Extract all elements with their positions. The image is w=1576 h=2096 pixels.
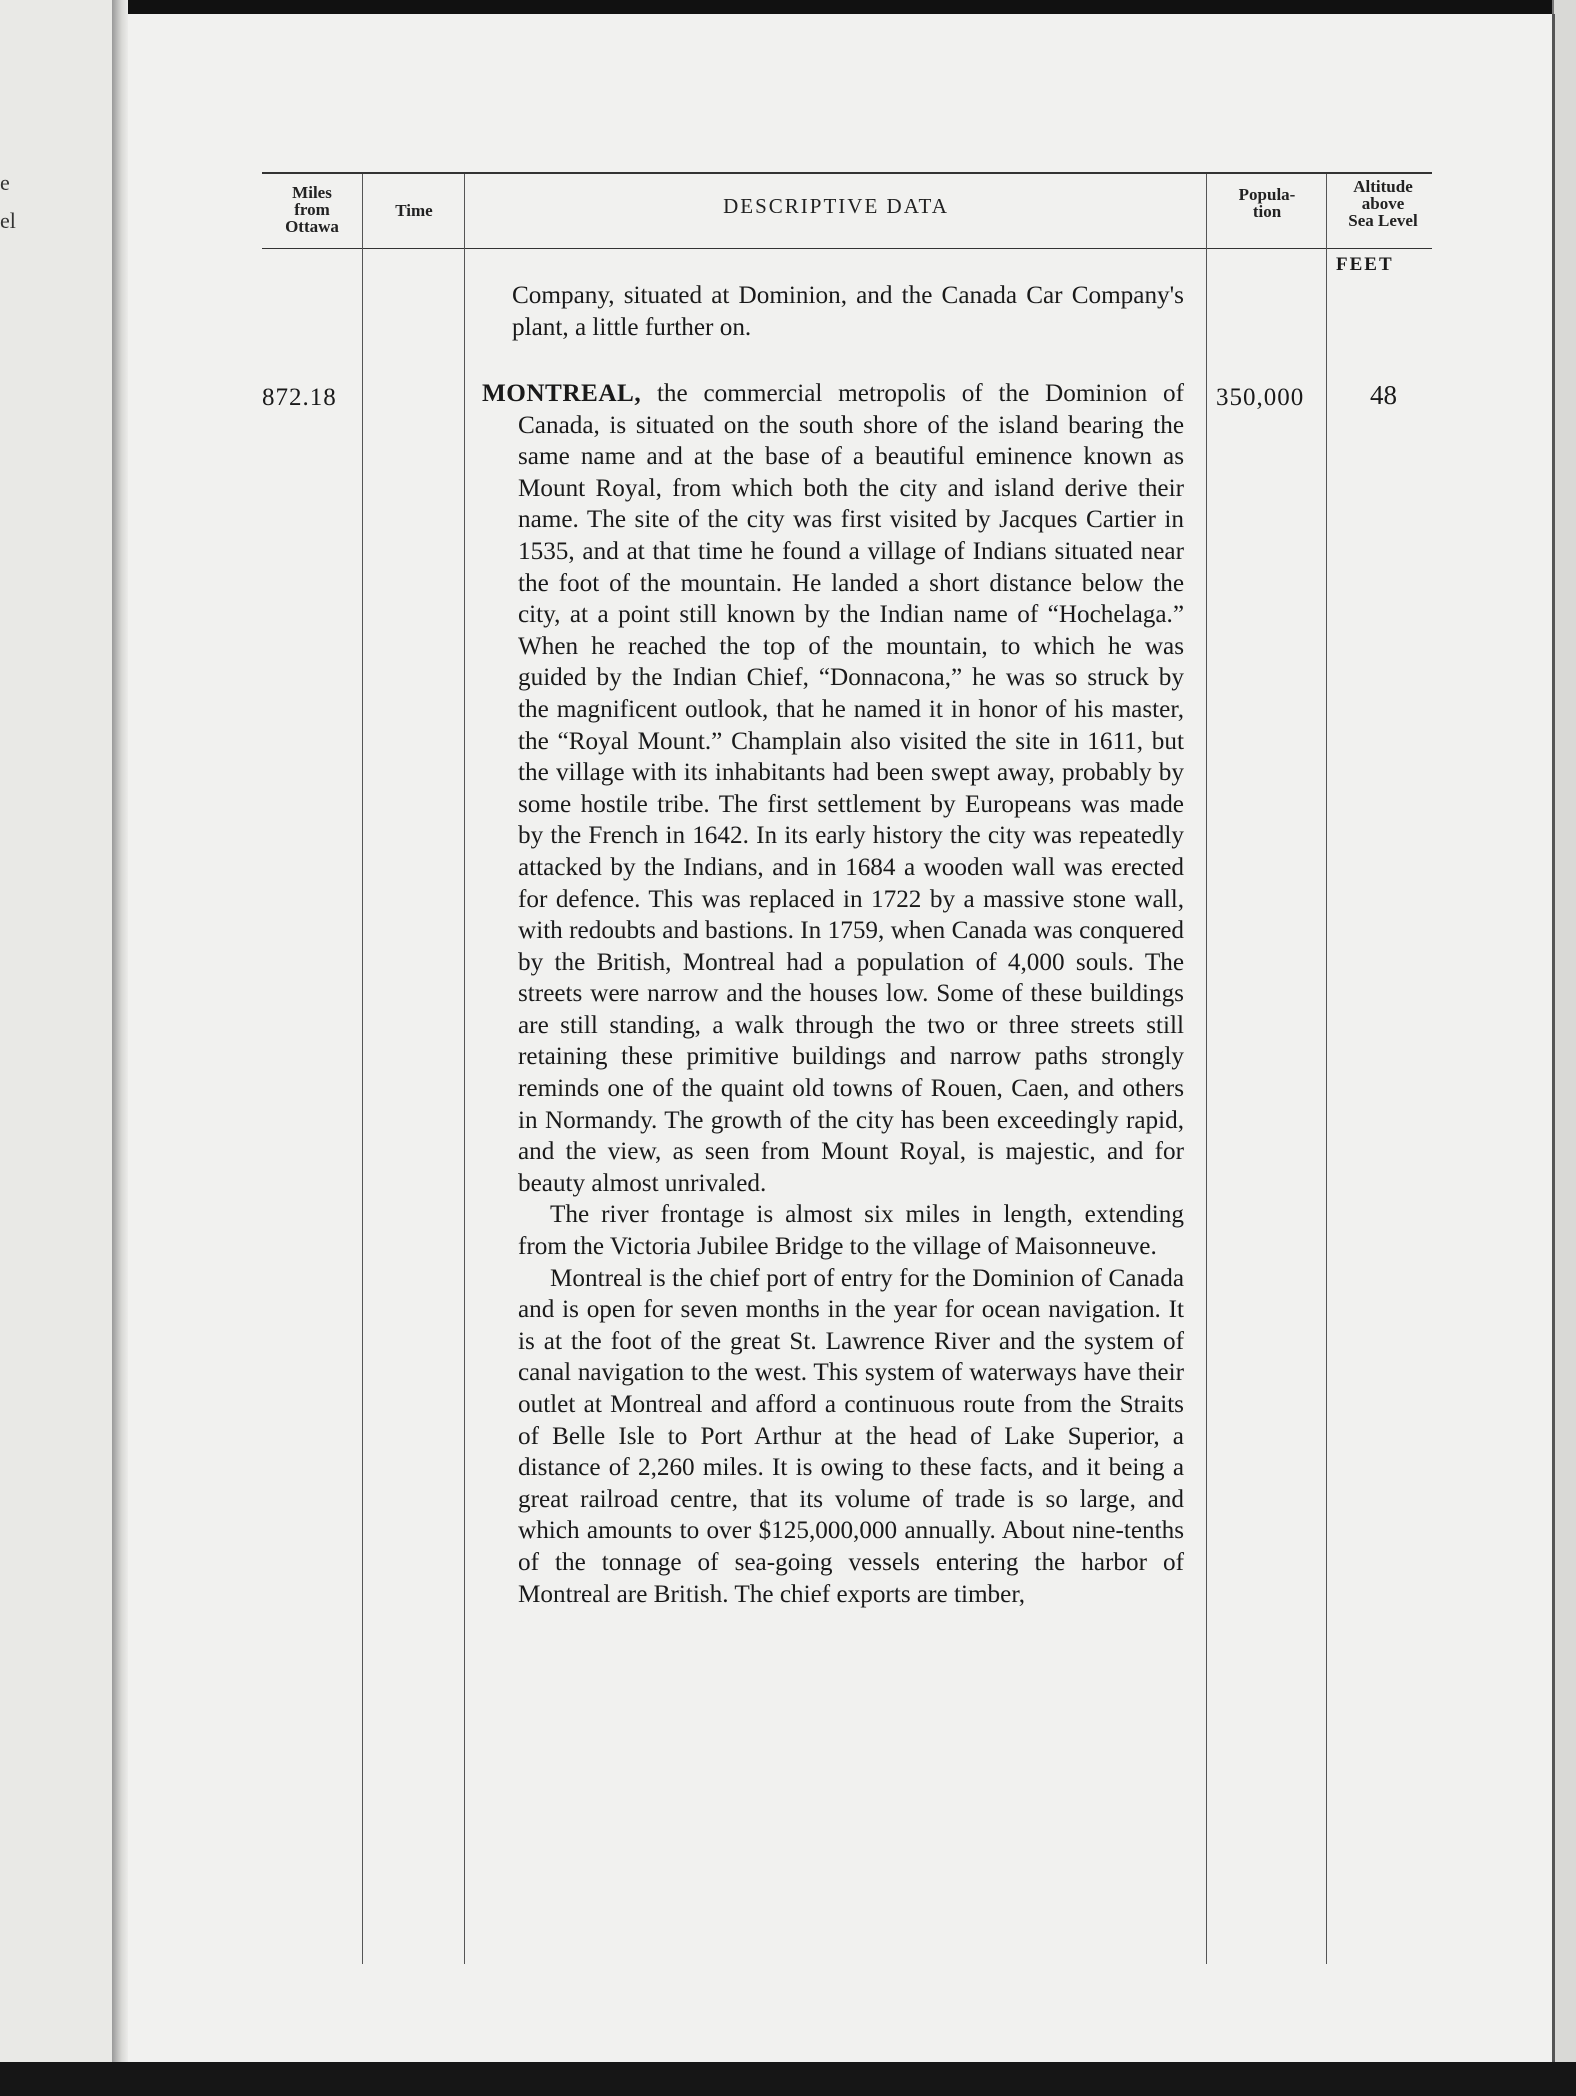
continuation-text <box>512 280 1184 343</box>
header-altitude-line: Altitude <box>1353 177 1413 196</box>
altitude-unit: FEET <box>1336 254 1394 275</box>
entry-paragraph-3: Montreal is the chief port of entry for the Dominion of Canada and is open for seven months in the year for ocean navigation. It is at the foot of the great St. Lawrence River and the system of canal navigation to the west. This system of waterways have their outlet at Montreal and afford a continuous route from the Straits of Belle Isle to Port Arthur at the head of Lake Superior, a distance of 2,260 miles. It is owing to these facts, and it being a great railroad centre, that its volume of trade is so large, and which amounts to over $125,000,000 annually. About nine-tenths of the tonnage of sea-going vessels entering the harbor of Montreal are British. The chief exports are timber, <box>518 1264 1184 1608</box>
header-miles <box>266 184 358 235</box>
header-miles-line: Ottawa <box>285 217 339 236</box>
header-population-line: Popula- <box>1238 185 1296 204</box>
header-miles-line: from <box>294 200 330 219</box>
header-descriptive-data: DESCRIPTIVE DATA <box>723 194 949 218</box>
header-altitude-line: Sea Level <box>1348 211 1418 230</box>
column-divider <box>1326 174 1327 1964</box>
header-time: Time <box>395 201 433 220</box>
column-divider <box>464 174 465 1964</box>
entry-population: 350,000 <box>1216 384 1305 411</box>
entry-miles: 872.18 <box>262 384 337 411</box>
entry-paragraph-1-text: the commercial metropolis of the Dominion of Canada, is situated on the south shore of the island bearing the same name and at the base of a beautiful eminence known as Mount Royal, from which both the city and island derive their name. The site of the city was first visited by Jacques Cartier in 1535, and at that time he found a village of Indians situated near the foot of the mountain. He landed a short distance below the city, at a point still known by the Indian name of “Hochelaga.” When he reached the top of the mountain, to which he was guided by the Indian Chief, “Donnacona,” he was so struck by the magnificent outlook, that he named it in honor of his master, the “Royal Mount.” Champlain also visited the site in 1611, but the village with its inhabitants had been swept away, probably by some hostile tribe. The first settlement by Europeans was made by the French in 1642. In its early history the city was repeatedly attacked by the Indians, and in 1684 a wooden wall was erected for defence. This was replaced in 1722 by a massive stone wall, with redoubts and bastions. In 1759, when Canada was conquered by the British, Montreal had a population of 4,000 souls. The streets were narrow and the houses low. Some of these buildings are still standing, a walk through the two or three streets still retaining these primitive buildings and narrow paths strongly reminds one of the quaint old towns of Rouen, Caen, and others in Normandy. The growth of the city has been exceedingly rapid, and the view, as seen from Mount Royal, is majestic, and for beauty almost unrivaled. <box>518 380 1184 1197</box>
header-top-rule <box>262 172 1432 174</box>
header-bottom-rule <box>262 248 1432 249</box>
left-page-fragment: e <box>0 170 10 195</box>
column-divider <box>1206 174 1207 1964</box>
header-altitude-line: above <box>1361 194 1405 213</box>
header-altitude <box>1328 178 1438 229</box>
entry-paragraph-2: The river frontage is almost six miles in length, extending from the Victoria Jubilee Bridge to the village of Maisonneuve. <box>518 1201 1184 1261</box>
scan-bottom-strip <box>0 2062 1576 2096</box>
header-population <box>1208 186 1326 220</box>
book-gutter <box>112 0 128 2062</box>
entry-altitude: 48 <box>1370 380 1397 410</box>
column-divider <box>362 174 363 1964</box>
left-page-edge <box>0 0 118 2062</box>
header-miles-line: Miles <box>292 183 332 202</box>
entry-name: MONTREAL, <box>482 380 642 407</box>
entry-description <box>482 378 1184 1610</box>
entry-paragraph-1 <box>482 378 1184 1199</box>
left-page-fragment: el <box>0 208 16 233</box>
continuation-paragraph: Company, situated at Dominion, and the Canada Car Company's plant, a little further on. <box>512 282 1184 341</box>
right-page-edge <box>1552 0 1576 2062</box>
header-population-line: tion <box>1252 202 1282 221</box>
